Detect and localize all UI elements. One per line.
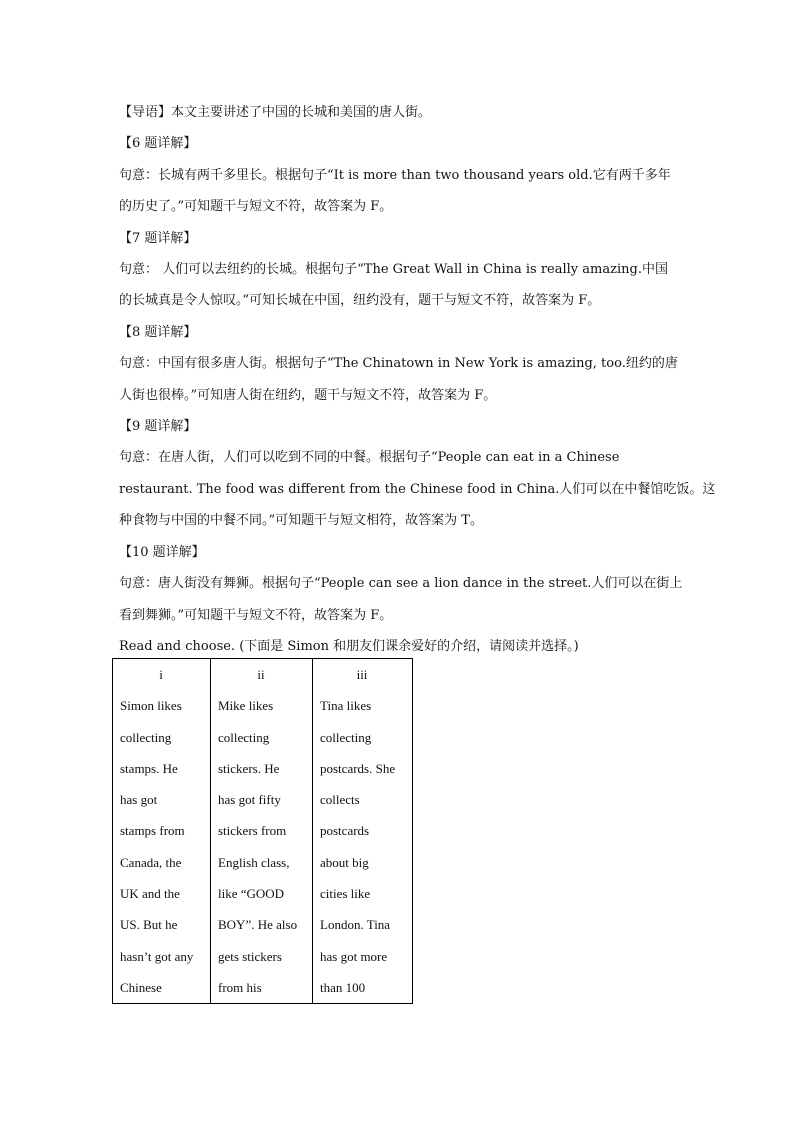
q9-heading: 【9 题详解】 bbox=[119, 419, 197, 435]
cell-line: stickers. He bbox=[218, 760, 280, 776]
q6-line-2: 的历史了。”可知题干与短文不符，故答案为 F。 bbox=[119, 199, 393, 215]
table-cell-iii bbox=[313, 659, 413, 1004]
cell-line: has got fifty bbox=[218, 792, 281, 808]
column-header-i: i bbox=[159, 667, 163, 682]
cell-line: US. But he bbox=[120, 917, 178, 933]
cell-line: than 100 bbox=[320, 979, 366, 995]
q7-line-1: 句意： 人们可以去纽约的长城。根据句子“The Great Wall in China is really amazing.中国 bbox=[119, 262, 668, 278]
cell-line: cities like bbox=[320, 886, 371, 902]
cell-line: collecting bbox=[218, 729, 270, 745]
q8-line-2: 人街也很棒。”可知唐人街在纽约，题干与短文不符，故答案为 F。 bbox=[119, 387, 497, 403]
cell-line: BOY”. He also bbox=[218, 917, 298, 933]
q10-line-1: 句意：唐人街没有舞狮。根据句子“People can see a lion dance in the street.人们可以在街上 bbox=[119, 576, 683, 592]
cell-line: stamps from bbox=[120, 823, 185, 839]
cell-line: collecting bbox=[120, 729, 172, 745]
read-and-choose-instruction: Read and choose. (下面是 Simon 和朋友们课余爱好的介绍，请阅读并选择。) bbox=[119, 638, 579, 654]
cell-line: has got more bbox=[320, 948, 388, 964]
cell-line: Chinese bbox=[120, 979, 162, 995]
q9-line-2: restaurant. The food was different from the Chinese food in China.人们可以在中餐馆吃饭。这 bbox=[119, 481, 716, 497]
cell-line: about big bbox=[320, 854, 369, 870]
cell-line: from his bbox=[218, 979, 262, 995]
cell-line: Canada, the bbox=[120, 854, 182, 870]
column-header-iii: iii bbox=[356, 667, 368, 682]
column-header-ii: ii bbox=[257, 667, 265, 682]
cell-line: stickers from bbox=[218, 823, 287, 839]
cell-line: like “GOOD bbox=[218, 886, 285, 902]
cell-line: has got bbox=[120, 792, 158, 808]
q9-line-1: 句意：在唐人街，人们可以吃到不同的中餐。根据句子“People can eat in a Chinese bbox=[119, 450, 620, 466]
intro-text: 【导语】本文主要讲述了中国的长城和美国的唐人街。 bbox=[119, 105, 432, 120]
cell-line: English class, bbox=[218, 854, 290, 870]
q8-line-1: 句意：中国有很多唐人街。根据句子“The Chinatown in New York is amazing, too.纽约的唐 bbox=[119, 356, 678, 372]
cell-line: hasn’t got any bbox=[120, 948, 194, 964]
q9-line-3: 种食物与中国的中餐不同。”可知题干与短文相符，故答案为 T。 bbox=[119, 513, 483, 529]
table-cell-i bbox=[113, 659, 211, 1004]
cell-line: collects bbox=[320, 792, 360, 808]
cell-line: collecting bbox=[320, 729, 372, 745]
cell-line: London. Tina bbox=[320, 917, 391, 933]
cell-line: stamps. He bbox=[120, 760, 178, 776]
q10-line-2: 看到舞狮。”可知题干与短文不符，故答案为 F。 bbox=[119, 607, 393, 623]
cell-line: gets stickers bbox=[218, 948, 282, 964]
table-row bbox=[113, 659, 413, 1004]
cell-line: Tina likes bbox=[320, 698, 372, 714]
q7-heading: 【7 题详解】 bbox=[119, 230, 197, 246]
q6-line-1: 句意：长城有两千多里长。根据句子“It is more than two thousand years old.它有两千多年 bbox=[119, 167, 671, 183]
document-body bbox=[119, 97, 716, 662]
q10-heading: 【10 题详解】 bbox=[119, 544, 205, 560]
cell-line: UK and the bbox=[120, 886, 180, 902]
cell-line: Mike likes bbox=[218, 698, 274, 714]
q8-heading: 【8 题详解】 bbox=[119, 324, 197, 340]
table-cell-ii bbox=[211, 659, 313, 1004]
cell-line: Simon likes bbox=[120, 698, 182, 714]
q6-heading: 【6 题详解】 bbox=[119, 136, 197, 152]
cell-line: postcards. She bbox=[320, 760, 396, 776]
reading-table bbox=[112, 658, 413, 1004]
cell-line: postcards bbox=[320, 823, 370, 839]
q7-line-2: 的长城真是令人惊叹。”可知长城在中国，纽约没有，题干与短文不符，故答案为 F。 bbox=[119, 293, 601, 309]
